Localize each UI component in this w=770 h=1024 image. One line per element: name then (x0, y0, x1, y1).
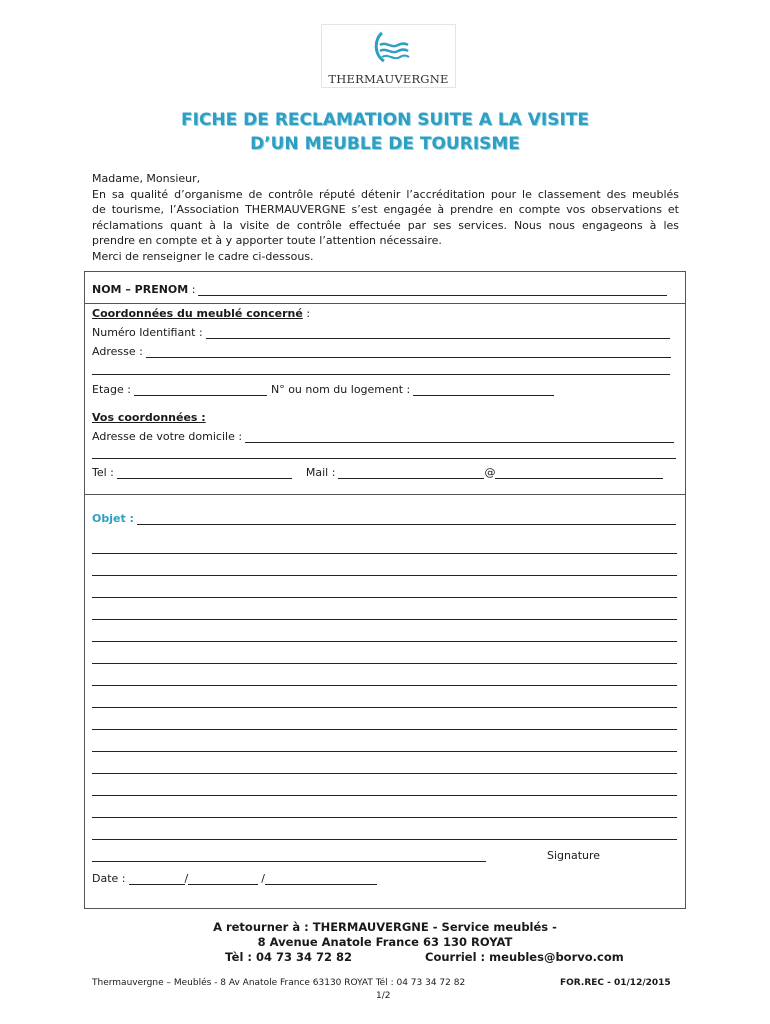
numero-identifiant-field[interactable] (92, 326, 670, 339)
nom-prenom-label: NOM – PRENOM (92, 283, 189, 296)
domicile-input[interactable] (245, 432, 674, 443)
adresse-line-2[interactable] (92, 374, 670, 375)
footer-address-line: 8 Avenue Anatole France 63 130 ROYAT (257, 935, 513, 949)
nom-prenom-field[interactable]: NOM – PRENOM : (92, 283, 667, 296)
form-separator (84, 303, 686, 304)
etage-field[interactable] (92, 383, 554, 396)
intro-line: prendre en compte et à y apporter toute l’attention nécessaire. (92, 234, 442, 248)
wave-logo-icon (368, 29, 412, 69)
numero-identifiant-label: Numéro Identifiant : (92, 326, 203, 339)
page-title-line2: D’UN MEUBLE DE TOURISME (250, 134, 520, 154)
tel-label: Tel : (92, 466, 114, 479)
intro-paragraph (92, 171, 679, 265)
date-month-input[interactable] (188, 874, 258, 885)
objet-line[interactable] (92, 707, 677, 708)
domicile-field[interactable] (92, 430, 674, 443)
form-separator (84, 494, 686, 495)
mail-at: @ (484, 466, 496, 479)
nom-prenom-input[interactable] (198, 285, 667, 296)
vos-coordonnees-label: Vos coordonnées : (92, 411, 206, 424)
intro-closing: Merci de renseigner le cadre ci-dessous. (92, 249, 314, 263)
objet-line[interactable] (92, 839, 677, 840)
vos-coordonnees-heading (92, 411, 678, 424)
etage-label: Etage : (92, 383, 131, 396)
objet-line[interactable] (92, 575, 677, 576)
footer-small-address: Thermauvergne – Meublés - 8 Av Anatole France 63130 ROYAT Tél : 04 73 34 72 82 (92, 978, 466, 988)
form-box (84, 271, 686, 909)
adresse-field[interactable] (92, 345, 671, 358)
objet-input[interactable] (137, 514, 676, 525)
footer-courriel: Courriel : meubles@borvo.com (425, 950, 624, 964)
date-slash: / (184, 872, 189, 885)
mail-input-domain[interactable] (495, 468, 663, 479)
objet-line[interactable] (92, 685, 677, 686)
signature-label: Signature (547, 849, 601, 862)
objet-line[interactable] (92, 795, 677, 796)
objet-line[interactable] (92, 597, 677, 598)
objet-line[interactable] (92, 751, 677, 752)
domicile-label: Adresse de votre domicile : (92, 430, 243, 443)
numero-identifiant-input[interactable] (206, 328, 670, 339)
adresse-input[interactable] (146, 347, 671, 358)
intro-line: En sa qualité d’organisme de contrôle réputé détenir l’accréditation pour le classement des meublés (92, 187, 679, 201)
objet-line[interactable] (92, 641, 677, 642)
intro-line: réclamations quant à la visite de contrôle effectuée par ses services. Nous nous engageons à les (92, 218, 679, 232)
signature-line[interactable] (92, 861, 486, 862)
etage-input[interactable] (134, 385, 267, 396)
objet-field[interactable] (92, 512, 676, 525)
meuble-heading: Coordonnées du meublé concerné : (92, 307, 311, 320)
objet-line[interactable] (92, 619, 677, 620)
document-reference: FOR.REC - 01/12/2015 (560, 978, 671, 988)
logement-input[interactable] (413, 385, 554, 396)
date-slash: / (261, 872, 265, 885)
date-day-input[interactable] (129, 874, 185, 885)
mail-input-user[interactable] (338, 468, 484, 479)
date-field[interactable] (92, 872, 377, 885)
meuble-heading-label: Coordonnées du meublé concerné (92, 307, 303, 320)
mail-label: Mail : (305, 466, 336, 479)
tel-mail-field[interactable] (92, 466, 663, 479)
objet-line[interactable] (92, 817, 677, 818)
logo-text: THERMAUVERGNE (328, 72, 449, 86)
objet-line[interactable] (92, 729, 677, 730)
tel-input[interactable] (117, 468, 292, 479)
footer-tel: Tèl : 04 73 34 72 82 (225, 950, 353, 964)
thermauvergne-logo (321, 24, 456, 88)
objet-label: Objet : (92, 512, 134, 525)
domicile-line-2[interactable] (92, 458, 676, 459)
footer-return-line: A retourner à : THERMAUVERGNE - Service meublés - (213, 920, 557, 934)
objet-line[interactable] (92, 663, 677, 664)
logement-label: N° ou nom du logement : (270, 383, 411, 396)
page-title-line1: FICHE DE RECLAMATION SUITE A LA VISITE (181, 110, 589, 130)
intro-line: de tourisme, l’Association THERMAUVERGNE s’est engagée à prendre en compte vos observations et (92, 203, 679, 217)
date-label: Date : (92, 872, 126, 885)
page-number: 1/2 (376, 991, 391, 1001)
objet-line[interactable] (92, 773, 677, 774)
adresse-label: Adresse : (92, 345, 143, 358)
date-year-input[interactable] (265, 874, 377, 885)
objet-line[interactable] (92, 553, 677, 554)
intro-greeting: Madame, Monsieur, (92, 172, 201, 185)
